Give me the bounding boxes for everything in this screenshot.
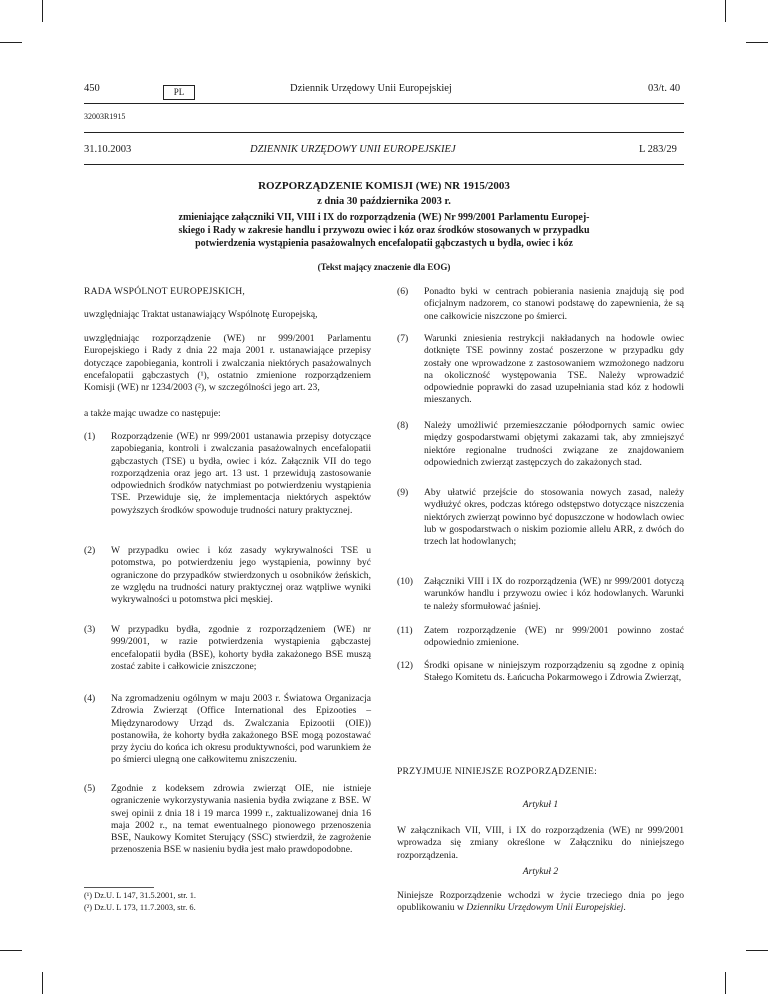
journal-title: Dziennik Urzędowy Unii Europejskiej bbox=[290, 83, 452, 94]
article-text-part: . bbox=[623, 902, 626, 914]
eea-relevance: (Tekst mający znaczenie dla EOG) bbox=[317, 262, 451, 272]
recital-text: Środki opisane w niniejszym rozporządzeniu są zgodne z opinią Stałego Komitetu ds. Łańcucha Pokarmowego i Zdrowia Zwierząt, bbox=[424, 660, 684, 684]
crop-mark bbox=[42, 972, 43, 994]
recital-number: (12) bbox=[397, 660, 413, 671]
recital-text: Warunki zniesienia restrykcji nakładanych na hodowle owiec dotknięte TSE powinny zostać poszerzone w przypadku gdy zostały one wprowadzone z zastosowaniem wzmożonego nadzoru na okoliczność występowania TSE. Należy wprowadzić odpowiednie poprawki do zasad uzupełniania stad kóz z hodowli mieszanych. bbox=[424, 333, 684, 406]
recital-text: Zgodnie z kodeksem zdrowia zwierząt OIE, nie istnieje ograniczenie wykorzystywania nasienia bydła związane z BSE. W swej opinii z dnia 18 i 19 marca 1999 r., zaktualizowanej dnia 16 maja 2002 r., na temat ewentualnego pionowego przenoszenia BSE, Naukowy Komitet Sterujący (SSC) stwierdził, że zagrożenie przenoszenia BSE w nasieniu bydła jest mało prawdopodobne. bbox=[111, 783, 371, 856]
recital bbox=[84, 624, 371, 686]
recital-number: (4) bbox=[84, 693, 96, 704]
crop-mark bbox=[42, 0, 43, 22]
recital-number: (2) bbox=[84, 545, 96, 556]
publication-date: 31.10.2003 bbox=[84, 144, 132, 155]
footnote-separator bbox=[84, 887, 154, 888]
recital bbox=[397, 660, 684, 698]
recital-number: (9) bbox=[397, 487, 409, 498]
recital-text: W przypadku owiec i kóz zasady wykrywalności TSE u potomstwa, po potwierdzeniu jego wystąpienia, powinny być ograniczone do przypadków stwierdzonych u osobników żeńskich, ze względu na trudności natury praktycznej oraz wątpliwe wyniki wykrywalności u potomstwa płci męskiej. bbox=[111, 545, 371, 606]
article-heading: Artykuł 1 bbox=[522, 799, 559, 810]
issuing-body: RADA WSPÓLNOT EUROPEJSKICH, bbox=[84, 286, 245, 297]
recital-text: W przypadku bydła, zgodnie z rozporządzeniem (WE) nr 999/2001, w razie potwierdzenia wystąpienia gąbczastej encefalopatii bydła (BSE), kohorty bydła zakażonego BSE muszą zostać zabite i całkowicie zniszczone; bbox=[111, 624, 371, 672]
oj-rule-top bbox=[84, 132, 684, 133]
recital bbox=[84, 693, 371, 768]
oj-rule-bottom bbox=[84, 164, 684, 165]
adoption-formula: PRZYJMUJE NINIEJSZE ROZPORZĄDZENIE: bbox=[397, 766, 597, 777]
article-text: W załącznikach VII, VIII, i IX do rozporządzenia (WE) nr 999/2001 wprowadza się zmiany określone w Załączniku do niniejszego rozporządzenia. bbox=[397, 825, 684, 861]
recital-number: (11) bbox=[397, 625, 413, 636]
crop-mark bbox=[0, 42, 22, 43]
recital bbox=[397, 333, 684, 408]
oj-reference: L 283/29 bbox=[639, 144, 677, 155]
recital-number: (1) bbox=[84, 431, 96, 442]
citation-regulation: uwzględniając rozporządzenie (WE) nr 999/2001 Parlamentu Europejskiego i Rady z dnia 22 maja 2001 r. ustanawiające przepisy dotyczące zapobiegania, kontroli i zwalczania niektórych pasażowalnych encefalopatii gąbczastych (¹), ostatnio zmienione rozporządzeniem Komisji (WE) nr 1234/2003 (²), w szczególności jego art. 23, bbox=[84, 333, 371, 394]
regulation-title: ROZPORZĄDZENIE KOMISJI (WE) NR 1915/2003 bbox=[258, 180, 510, 192]
recital-text: Należy umożliwić przemieszczanie półodpornych samic owiec między gospodarstwami objętymi zakazami tak, aby zmniejszyć niektóre regionalne trudności związane ze znajdowaniem odpowiednich zwierząt zastępczych do zakażonych stad. bbox=[424, 420, 684, 468]
recital-number: (6) bbox=[397, 286, 409, 297]
regulation-subject-line: potwierdzenia wystąpienia pasażowalnych encefalopatii gąbczastych u bydła, owiec i kóz bbox=[195, 238, 573, 249]
header-rule bbox=[84, 103, 684, 104]
celex-number: 32003R1915 bbox=[84, 112, 126, 121]
crop-mark bbox=[0, 950, 22, 951]
language-badge: PL bbox=[163, 85, 195, 100]
recital-text: Ponadto byki w centrach pobierania nasienia znajdują się pod oficjalnym nadzorem, co stanowi podstawę do zapewnienia, że są one całkowicie niszczone po śmierci. bbox=[424, 286, 684, 322]
recital-number: (10) bbox=[397, 576, 413, 587]
regulation-subject-line: zmieniające załączniki VII, VIII i IX do rozporządzenia (WE) Nr 999/2001 Parlamentu Europej- bbox=[178, 212, 590, 223]
volume-reference: 03/t. 40 bbox=[648, 83, 681, 94]
recital bbox=[397, 487, 684, 562]
recital bbox=[84, 545, 371, 607]
recital-number: (3) bbox=[84, 624, 96, 635]
recital bbox=[397, 625, 684, 651]
recital-number: (5) bbox=[84, 783, 96, 794]
article-text bbox=[397, 890, 684, 915]
footnote bbox=[84, 902, 196, 913]
article-text-part: Niniejsze Rozporządzenie wchodzi w życie trzeciego dnia po jego opublikowaniu w bbox=[397, 890, 684, 914]
recital-text: Na zgromadzeniu ogólnym w maju 2003 r. Światowa Organizacja Zdrowia Zwierząt (Office International des Epizooties – Międzynarodowy Urząd ds. Zwalczania Epizootii (OIE)) postanowiła, że kohorty bydła zakażonego BSE mogą pozostawać przy życiu do końca ich okresu produktywności, pod warunkiem że po śmierci ulegną one całkowitemu zniszczeniu. bbox=[111, 693, 371, 766]
recital bbox=[84, 431, 371, 531]
recital-number: (8) bbox=[397, 420, 409, 431]
crop-mark bbox=[746, 950, 768, 951]
footnote-mark: (²) bbox=[84, 903, 93, 912]
crop-mark bbox=[725, 0, 726, 22]
whereas-intro: a także mając uwadze co następuje: bbox=[84, 408, 221, 419]
recital-number: (7) bbox=[397, 333, 409, 344]
oj-journal-name: DZIENNIK URZĘDOWY UNII EUROPEJSKIEJ bbox=[250, 144, 456, 155]
recital-text: Załączniki VIII i IX do rozporządzenia (WE) nr 999/2001 dotyczą warunków handlu i przywozu owiec i kóz hodowlanych. Warunki te należy sformułować jaśniej. bbox=[424, 576, 684, 612]
regulation-date: z dnia 30 października 2003 r. bbox=[317, 196, 451, 207]
recital bbox=[397, 420, 684, 470]
regulation-subject-line: skiego i Rady w zakresie handlu i przywozu owiec i kóz oraz środków stosowanych w przypadku bbox=[178, 225, 590, 236]
recital-text: Zatem rozporządzenie (WE) nr 999/2001 powinno zostać odpowiednio zmienione. bbox=[424, 625, 684, 649]
footnote bbox=[84, 890, 196, 901]
footnote-text: Dz.U. L 147, 31.5.2001, str. 1. bbox=[94, 891, 196, 900]
citation-treaty: uwzględniając Traktat ustanawiający Wspólnotę Europejską, bbox=[84, 309, 318, 320]
article-heading: Artykuł 2 bbox=[522, 866, 559, 877]
recital-text: Rozporządzenie (WE) nr 999/2001 ustanawia przepisy dotyczące zapobiegania, kontroli i zwalczania pasażowalnych encefalopatii gąbczastych (TSE) u bydła, owiec i kóz. Załącznik VII do tego rozporządzenia oraz jego art. 13 ust. 1 przewidują zastosowanie odpowiednich środków natychmiast po potwierdzeniu wystąpienia TSE. Przewiduje się, że implementacja niektórych aspektów powyższych środków spowoduje trudności natury praktycznej. bbox=[111, 431, 371, 516]
recital bbox=[397, 576, 684, 614]
crop-mark bbox=[746, 42, 768, 43]
crop-mark bbox=[725, 972, 726, 994]
recital bbox=[397, 286, 684, 324]
footnote-mark: (¹) bbox=[84, 891, 93, 900]
footnote-text: Dz.U. L 173, 11.7.2003, str. 6. bbox=[94, 903, 196, 912]
recital bbox=[84, 783, 371, 883]
page-number: 450 bbox=[84, 83, 100, 94]
article-journal-reference: Dzienniku Urzędowym Unii Europejskiej bbox=[466, 902, 624, 914]
recital-text: Aby ułatwić przejście do stosowania nowych zasad, należy wydłużyć okres, podczas którego odstępstwo dotyczące niszczenia niektórych zwierząt powinno być dopuszczone w hodowlach owiec lub w gospodarstwach o niskim poziomie allelu ARR, z dwóch do trzech lat hodowlanych; bbox=[424, 487, 684, 548]
